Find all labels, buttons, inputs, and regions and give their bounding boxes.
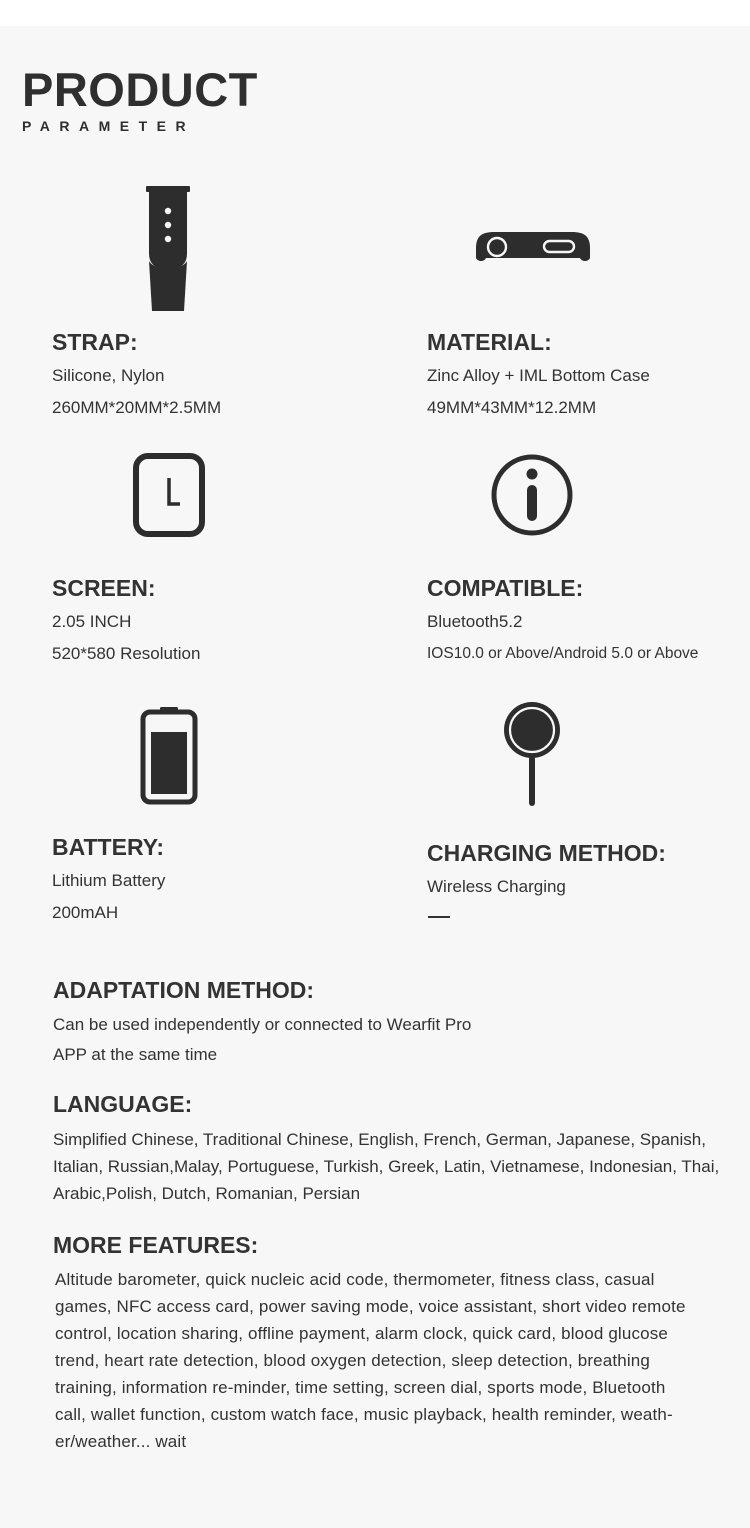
watch-screen-icon [132, 452, 206, 538]
language-text: Simplified Chinese, Traditional Chinese, English, French, German, Japanese, Spanish, Italian, Russian,Malay, Portuguese, Turkish, Greek, Latin, Vietnamese, Indonesian, Thai, Arabic,Polish, Dutch, Romanian, Persian [53, 1130, 720, 1203]
bluetooth-version: Bluetooth5.2 [427, 612, 523, 631]
strap-material: Silicone, Nylon [52, 366, 165, 385]
watch-case-icon [470, 228, 596, 270]
adaptation-heading: ADAPTATION METHOD: [53, 977, 315, 1003]
charging-label: CHARGING METHOD: [427, 840, 666, 866]
features-text: Altitude barometer, quick nucleic acid code, thermometer, fitness class, casual games, NFC access card, power saving mode, voice assistant, short video remote control, location sharing, offline payment, alarm clock, quick card, blood glucose trend, heart rate detection, blood oxygen detection, sleep detection, breathing training, information re-minder, time setting, screen dial, sports mode, Bluetooth call, wallet function, custom watch face, music playback, health reminder, weath-er/weather... wait [55, 1270, 686, 1451]
strap-size: 260MM*20MM*2.5MM [52, 398, 222, 417]
battery-icon [138, 704, 200, 806]
features-heading: MORE FEATURES: [53, 1232, 259, 1258]
watch-strap-icon [140, 183, 196, 313]
page-subtitle: PARAMETER [22, 118, 196, 134]
battery-type: Lithium Battery [52, 871, 166, 890]
material-value: Zinc Alloy + IML Bottom Case [427, 366, 650, 385]
info-icon [489, 452, 575, 538]
adaptation-text: Can be used independently or connected to Wearfit Pro APP at the same time [53, 1015, 472, 1064]
empty-value-dash [428, 916, 450, 918]
os-requirement: IOS10.0 or Above/Android 5.0 or Above [427, 645, 699, 662]
material-label: MATERIAL: [427, 329, 552, 355]
page-title: PRODUCT [22, 63, 258, 116]
case-size: 49MM*43MM*12.2MM [427, 398, 597, 417]
compatible-label: COMPATIBLE: [427, 575, 584, 601]
screen-size: 2.05 INCH [52, 612, 132, 631]
battery-capacity: 200mAH [52, 903, 119, 922]
screen-resolution: 520*580 Resolution [52, 644, 201, 663]
charging-type: Wireless Charging [427, 877, 566, 896]
top-white-band [0, 0, 750, 26]
screen-label: SCREEN: [52, 575, 156, 601]
wireless-charger-icon [498, 698, 566, 810]
strap-label: STRAP: [52, 329, 138, 355]
battery-label: BATTERY: [52, 834, 165, 860]
language-heading: LANGUAGE: [53, 1091, 193, 1117]
